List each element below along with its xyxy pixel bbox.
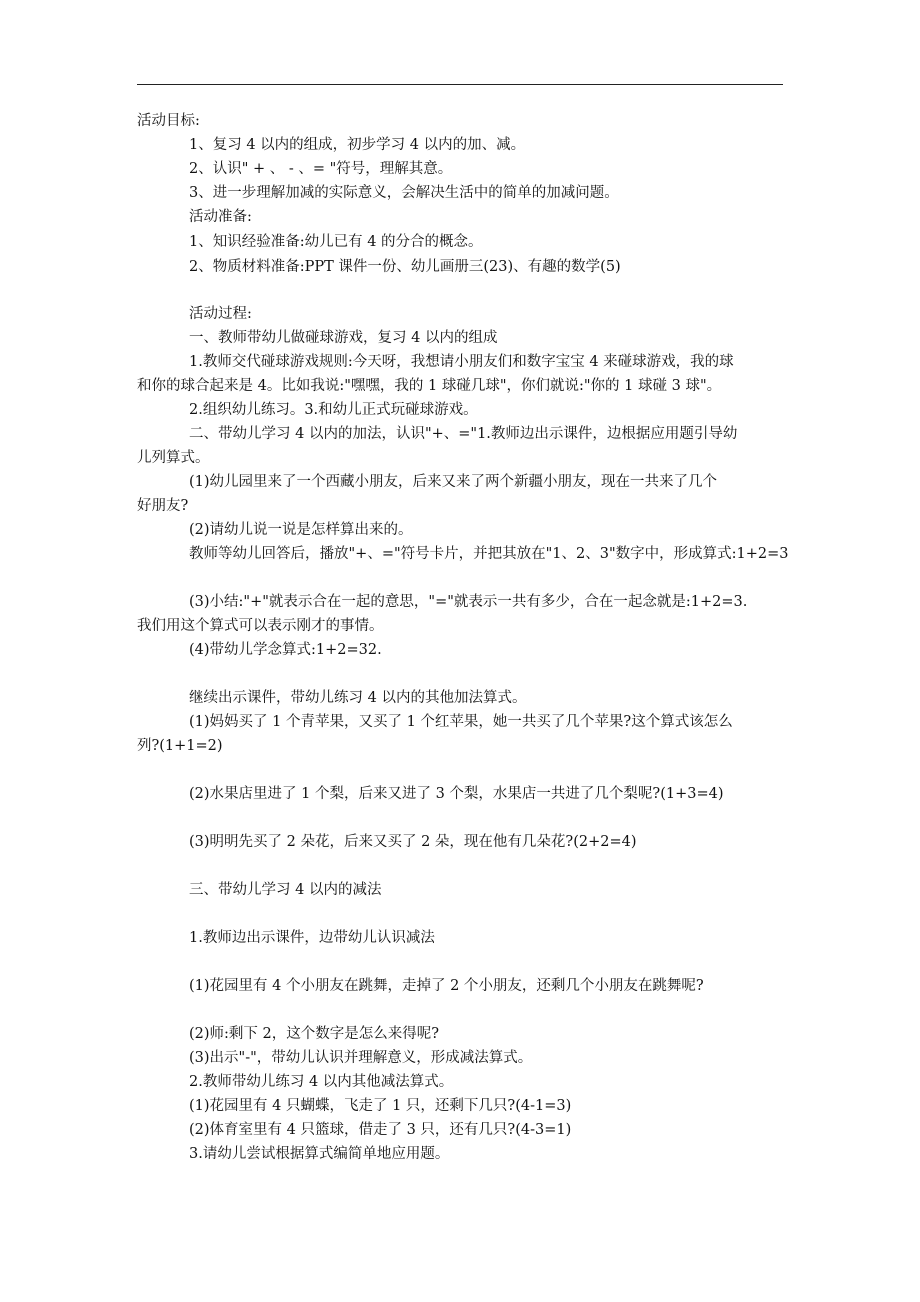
text-line: 1、复习 4 以内的组成，初步学习 4 以内的加、减。 <box>189 137 526 153</box>
text-line: 3、进一步理解加减的实际意义，会解决生活中的简单的加减问题。 <box>189 185 619 201</box>
text-line: 活动目标: <box>137 113 200 129</box>
text-line: 教师等幼儿回答后，播放"+、="符号卡片，并把其放在"1、2、3"数字中，形成算式:1+2=3 <box>189 546 789 562</box>
text-line: 儿列算式。 <box>137 450 210 466</box>
text-line: 3.请幼儿尝试根据算式编简单地应用题。 <box>189 1146 450 1162</box>
text-line: (1)花园里有 4 只蝴蝶，飞走了 1 只，还剩下几只?(4-1=3) <box>189 1098 572 1114</box>
text-line: (4)带幼儿学念算式:1+2=32. <box>189 642 382 658</box>
text-line: 二、带幼儿学习 4 以内的加法，认识"+、="1.教师边出示课件，边根据应用题引导幼 <box>189 426 738 442</box>
text-line: 继续出示课件，带幼儿练习 4 以内的其他加法算式。 <box>189 690 527 706</box>
text-line: 1、知识经验准备:幼儿已有 4 的分合的概念。 <box>189 234 483 250</box>
text-line: 2、认识" + 、 - 、= "符号，理解其意。 <box>189 161 453 177</box>
text-line: (3)明明先买了 2 朵花，后来又买了 2 朵，现在他有几朵花?(2+2=4) <box>189 834 637 850</box>
text-line: 三、带幼儿学习 4 以内的减法 <box>189 882 382 898</box>
text-line: 一、教师带幼儿做碰球游戏，复习 4 以内的组成 <box>189 330 498 346</box>
text-line: 1.教师交代碰球游戏规则:今天呀，我想请小朋友们和数字宝宝 4 来碰球游戏，我的球 <box>189 354 734 370</box>
text-line: (2)请幼儿说一说是怎样算出来的。 <box>189 522 413 538</box>
text-line: 活动过程: <box>189 306 252 322</box>
text-line: (1)花园里有 4 个小朋友在跳舞，走掉了 2 个小朋友，还剩几个小朋友在跳舞呢? <box>189 978 704 994</box>
text-line: 2、物质材料准备:PPT 课件一份、幼儿画册三(23)、有趣的数学(5) <box>189 259 621 275</box>
text-line: 1.教师边出示课件，边带幼儿认识减法 <box>189 930 435 946</box>
text-line: 列?(1+1=2) <box>137 738 223 754</box>
text-line: 和你的球合起来是 4。比如我说:"嘿嘿，我的 1 球碰几球"，你们就说:"你的 1 球碰 3 球"。 <box>137 378 722 394</box>
text-line: 2.教师带幼儿练习 4 以内其他减法算式。 <box>189 1074 454 1090</box>
text-line: 2.组织幼儿练习。3.和幼儿正式玩碰球游戏。 <box>189 402 478 418</box>
text-line: (1)幼儿园里来了一个西藏小朋友，后来又来了两个新疆小朋友，现在一共来了几个 <box>189 474 718 490</box>
text-line: (2)体育室里有 4 只篮球，借走了 3 只，还有几只?(4-3=1) <box>189 1122 572 1138</box>
header-rule <box>137 84 783 85</box>
text-line: (2)师:剩下 2，这个数字是怎么来得呢? <box>189 1026 440 1042</box>
text-line: (3)出示"-"，带幼儿认识并理解意义，形成减法算式。 <box>189 1050 533 1066</box>
text-line: 我们用这个算式可以表示刚才的事情。 <box>137 618 384 634</box>
text-line: (2)水果店里进了 1 个梨，后来又进了 3 个梨，水果店一共进了几个梨呢?(1+3=4) <box>189 786 724 802</box>
text-line: (3)小结:"+"就表示合在一起的意思，"="就表示一共有多少，合在一起念就是:1+2=3. <box>189 594 748 610</box>
text-line: (1)妈妈买了 1 个青苹果，又买了 1 个红苹果，她一共买了几个苹果?这个算式该怎么 <box>189 714 733 730</box>
text-line: 好朋友? <box>137 498 189 514</box>
text-line: 活动准备: <box>189 209 252 225</box>
